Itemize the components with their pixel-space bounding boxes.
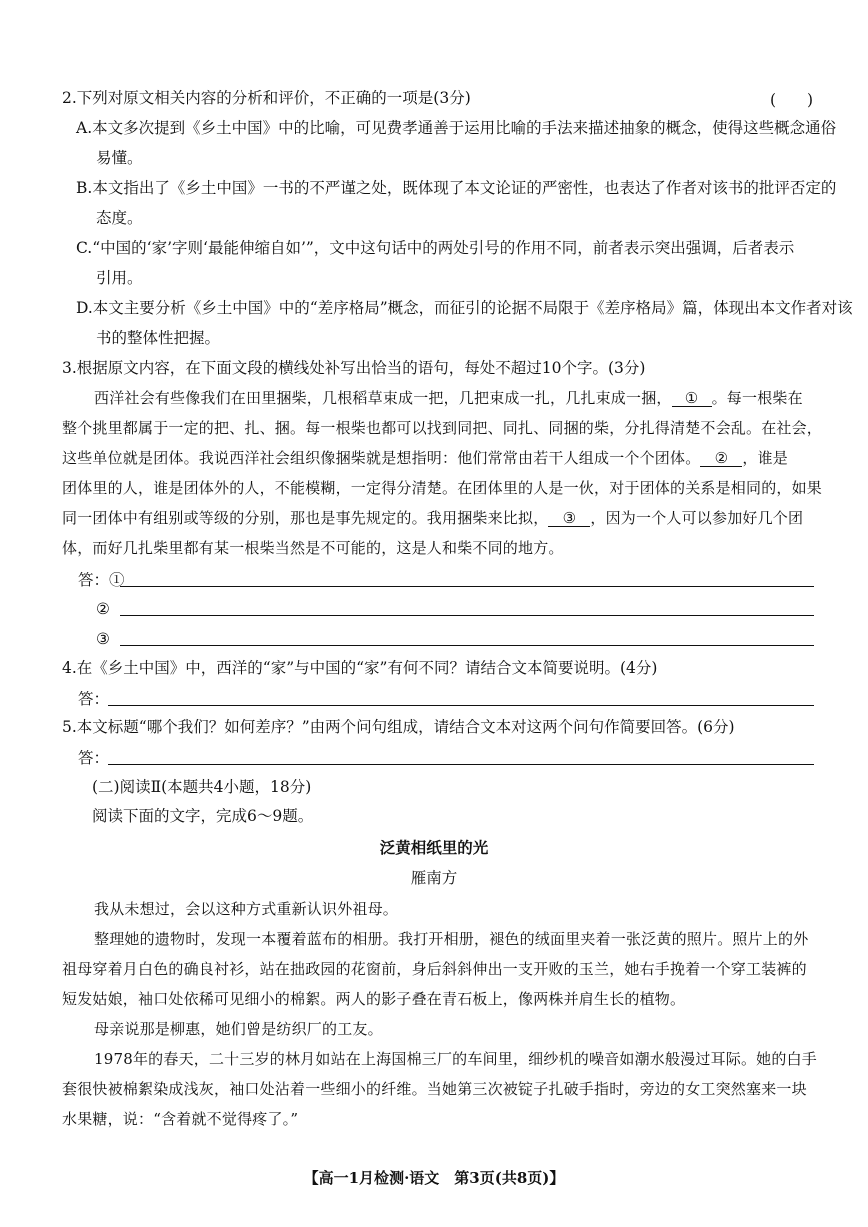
- q3-answer-label-3: ③: [96, 630, 110, 648]
- q2-option-a-line2: 易懂。: [96, 149, 143, 167]
- article-para-4-line3: 水果糖，说：“含着就不觉得疼了。”: [62, 1110, 299, 1128]
- q3-passage-text: ，因为一个人可以参加好几个团: [590, 509, 804, 527]
- q2-stem: 2.下列对原文相关内容的分析和评价，不正确的一项是(3分): [62, 89, 471, 107]
- q2-option-d-line2: 书的整体性把握。: [96, 329, 221, 347]
- article-para-4-line1: 1978年的春天，二十三岁的林月如站在上海国棉三厂的车间里，细纱机的噪音如潮水般漫过耳际。她的白手: [94, 1050, 817, 1068]
- q2-option-a-line1: A.本文多次提到《乡土中国》中的比喻，可见费孝通善于运用比喻的手法来描述抽象的概念，使得这些概念通俗: [76, 119, 837, 137]
- q3-passage-line6: 体，而好几扎柴里都有某一根柴当然是不可能的，这是人和柴不同的地方。: [62, 539, 564, 557]
- q5-answer-line[interactable]: [108, 764, 814, 765]
- article-title: 泛黄相纸里的光: [379, 838, 489, 857]
- reading2-heading: (二)阅读Ⅱ(本题共4小题，18分): [92, 778, 312, 796]
- q5-stem: 5.本文标题“哪个我们？如何差序？”由两个问句组成，请结合文本对这两个问句作简要回答。(6分): [62, 718, 735, 736]
- q3-answer-line-2[interactable]: [120, 615, 814, 616]
- q2-option-c-line1: C.“中国的‘家’字则‘最能伸缩自如’”，文中这句话中的两处引号的作用不同，前者表示突出强调，后者表示: [76, 239, 795, 257]
- q3-passage-line5: [62, 508, 803, 528]
- q2-option-b-line1: B.本文指出了《乡土中国》一书的不严谨之处，既体现了本文论证的严密性，也表达了作者对该书的批评否定的: [76, 179, 837, 197]
- q3-passage-line2: 整个挑里都属于一定的把、扎、捆。每一根柴也都可以找到同把、同扎、同捆的柴，分扎得清楚不会乱。在社会，: [62, 419, 823, 437]
- q3-answer-label-1: 答：①: [78, 571, 125, 589]
- page-footer: 【高一1月检测·语文 第3页(共8页)】: [303, 1169, 565, 1187]
- q3-blank-1: ①: [672, 390, 712, 407]
- q3-passage-line4: 团体里的人，谁是团体外的人，不能模糊，一定得分清楚。在团体里的人是一伙，对于团体的关系是相同的，如果: [62, 479, 823, 497]
- q3-passage-text: ，谁是: [742, 449, 789, 467]
- q3-passage-text: 这些单位就是团体。我说西洋社会组织像捆柴就是想指明：他们常常由若干人组成一个个团体。: [62, 449, 701, 467]
- q3-passage-text: 同一团体中有组别或等级的分别，那也是事先规定的。我用捆柴来比拟，: [62, 509, 549, 527]
- q2-option-c-line2: 引用。: [96, 269, 143, 287]
- q3-passage-text: 。每一根柴在: [711, 389, 803, 407]
- article-para-1: 我从未想过，会以这种方式重新认识外祖母。: [94, 900, 399, 918]
- article-para-2-line1: 整理她的遗物时，发现一本覆着蓝布的相册。我打开相册，褪色的绒面里夹着一张泛黄的照片。照片上的外: [94, 930, 809, 948]
- q4-answer-label: 答：: [78, 690, 110, 708]
- q5-answer-label: 答：: [78, 749, 110, 767]
- article-para-3: 母亲说那是柳惠，她们曾是纺织厂的工友。: [94, 1020, 383, 1038]
- q4-answer-line[interactable]: [108, 705, 814, 706]
- q3-passage-line1: [94, 388, 803, 408]
- q2-option-b-line2: 态度。: [96, 209, 143, 227]
- q3-answer-line-3[interactable]: [120, 645, 814, 646]
- q3-passage-text: 西洋社会有些像我们在田里捆柴，几根稻草束成一把，几把束成一扎，几扎束成一捆，: [94, 389, 672, 407]
- article-para-2-line2: 祖母穿着月白色的确良衬衫，站在拙政园的花窗前，身后斜斜伸出一支开败的玉兰，她右手挽着一个穿工装裤的: [62, 960, 807, 978]
- article-para-2-line3: 短发姑娘，袖口处依稀可见细小的棉絮。两人的影子叠在青石板上，像两株并肩生长的植物。: [62, 990, 686, 1008]
- q3-blank-2: ②: [700, 450, 742, 467]
- article-para-4-line2: 套很快被棉絮染成浅灰，袖口处沾着一些细小的纤维。当她第三次被锭子扎破手指时，旁边的女工突然塞来一块: [62, 1080, 807, 1098]
- q2-option-d-line1: D.本文主要分析《乡土中国》中的“差序格局”概念，而征引的论据不局限于《差序格局》篇，体现出本文作者对该: [76, 299, 853, 317]
- article-author: 雁南方: [410, 869, 458, 887]
- q3-blank-3: ③: [548, 510, 590, 527]
- q2-answer-paren: ( ): [770, 91, 814, 109]
- q3-answer-line-1[interactable]: [120, 586, 814, 587]
- q4-stem: 4.在《乡土中国》中，西洋的“家”与中国的“家”有何不同？请结合文本简要说明。(4分): [62, 659, 658, 677]
- q3-stem: 3.根据原文内容，在下面文段的横线处补写出恰当的语句，每处不超过10个字。(3分): [62, 359, 646, 377]
- q3-answer-label-2: ②: [96, 600, 110, 618]
- q3-passage-line3: [62, 448, 788, 468]
- reading2-instruction: 阅读下面的文字，完成6～9题。: [92, 807, 314, 825]
